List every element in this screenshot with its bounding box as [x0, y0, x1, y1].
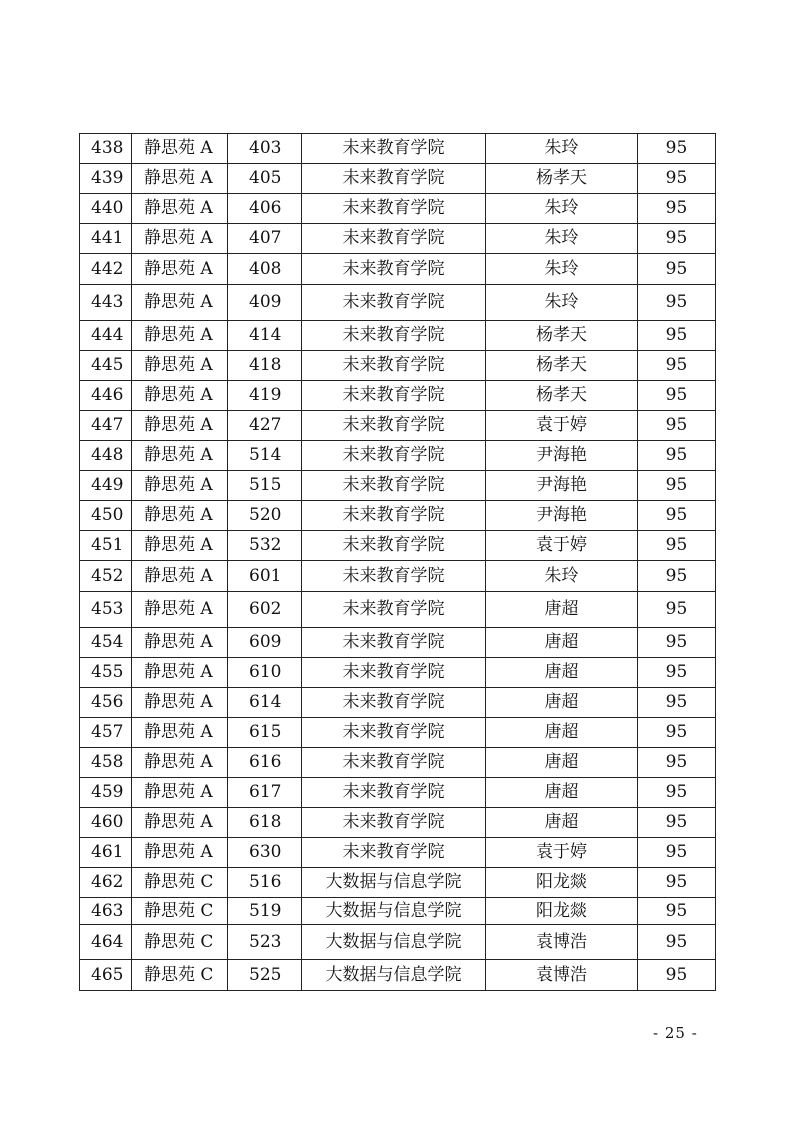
row-number-cell: 448: [80, 441, 132, 471]
row-number-cell: 459: [80, 778, 132, 808]
table-row: [80, 808, 716, 838]
college-cell: 未来教育学院: [302, 628, 486, 658]
person-name-cell: 杨孝天: [486, 381, 638, 411]
table-row: [80, 838, 716, 868]
person-name-cell: 唐超: [486, 778, 638, 808]
score-cell: 95: [638, 441, 716, 471]
college-cell: 大数据与信息学院: [302, 868, 486, 898]
person-name-cell: 朱玲: [486, 561, 638, 592]
room-number-cell: 409: [228, 285, 302, 321]
score-cell: 95: [638, 688, 716, 718]
building-cell: 静思苑 C: [132, 868, 228, 898]
table-row: [80, 254, 716, 285]
table-row: [80, 658, 716, 688]
row-number-cell: 452: [80, 561, 132, 592]
building-cell: 静思苑 A: [132, 658, 228, 688]
college-cell: 未来教育学院: [302, 592, 486, 628]
table-row: [80, 531, 716, 561]
college-cell: 大数据与信息学院: [302, 898, 486, 925]
person-name-cell: 唐超: [486, 592, 638, 628]
row-number-cell: 444: [80, 321, 132, 351]
room-number-cell: 615: [228, 718, 302, 748]
row-number-cell: 465: [80, 960, 132, 991]
building-cell: 静思苑 A: [132, 748, 228, 778]
score-cell: 95: [638, 531, 716, 561]
score-cell: 95: [638, 254, 716, 285]
table-row: [80, 164, 716, 194]
person-name-cell: 袁博浩: [486, 925, 638, 960]
room-number-cell: 515: [228, 471, 302, 501]
person-name-cell: 唐超: [486, 688, 638, 718]
row-number-cell: 441: [80, 224, 132, 254]
table-row: [80, 471, 716, 501]
room-number-cell: 418: [228, 351, 302, 381]
room-number-cell: 525: [228, 960, 302, 991]
room-number-cell: 405: [228, 164, 302, 194]
building-cell: 静思苑 A: [132, 471, 228, 501]
building-cell: 静思苑 A: [132, 224, 228, 254]
row-number-cell: 463: [80, 898, 132, 925]
person-name-cell: 阳龙燚: [486, 868, 638, 898]
college-cell: 未来教育学院: [302, 778, 486, 808]
college-cell: 未来教育学院: [302, 501, 486, 531]
score-cell: 95: [638, 748, 716, 778]
room-number-cell: 616: [228, 748, 302, 778]
person-name-cell: 袁于婷: [486, 411, 638, 441]
score-cell: 95: [638, 778, 716, 808]
person-name-cell: 唐超: [486, 808, 638, 838]
row-number-cell: 451: [80, 531, 132, 561]
college-cell: 未来教育学院: [302, 381, 486, 411]
building-cell: 静思苑 A: [132, 254, 228, 285]
row-number-cell: 456: [80, 688, 132, 718]
person-name-cell: 唐超: [486, 628, 638, 658]
room-number-cell: 520: [228, 501, 302, 531]
table-row: [80, 592, 716, 628]
building-cell: 静思苑 A: [132, 531, 228, 561]
score-cell: 95: [638, 868, 716, 898]
table-row: [80, 748, 716, 778]
score-cell: 95: [638, 925, 716, 960]
row-number-cell: 458: [80, 748, 132, 778]
person-name-cell: 唐超: [486, 658, 638, 688]
score-cell: 95: [638, 658, 716, 688]
room-number-cell: 614: [228, 688, 302, 718]
row-number-cell: 464: [80, 925, 132, 960]
score-cell: 95: [638, 164, 716, 194]
college-cell: 未来教育学院: [302, 224, 486, 254]
college-cell: 未来教育学院: [302, 808, 486, 838]
table-row: [80, 688, 716, 718]
row-number-cell: 461: [80, 838, 132, 868]
college-cell: 未来教育学院: [302, 321, 486, 351]
college-cell: 未来教育学院: [302, 561, 486, 592]
table-row: [80, 441, 716, 471]
row-number-cell: 443: [80, 285, 132, 321]
score-cell: 95: [638, 134, 716, 164]
score-cell: 95: [638, 194, 716, 224]
building-cell: 静思苑 A: [132, 592, 228, 628]
building-cell: 静思苑 A: [132, 441, 228, 471]
person-name-cell: 朱玲: [486, 194, 638, 224]
building-cell: 静思苑 A: [132, 381, 228, 411]
room-number-cell: 617: [228, 778, 302, 808]
table-row: [80, 898, 716, 925]
building-cell: 静思苑 A: [132, 285, 228, 321]
building-cell: 静思苑 A: [132, 718, 228, 748]
building-cell: 静思苑 C: [132, 898, 228, 925]
person-name-cell: 杨孝天: [486, 164, 638, 194]
college-cell: 未来教育学院: [302, 718, 486, 748]
score-cell: 95: [638, 898, 716, 925]
table-row: [80, 501, 716, 531]
row-number-cell: 462: [80, 868, 132, 898]
room-number-cell: 406: [228, 194, 302, 224]
table-row: [80, 224, 716, 254]
table-row: [80, 321, 716, 351]
score-cell: 95: [638, 411, 716, 441]
building-cell: 静思苑 A: [132, 838, 228, 868]
score-cell: 95: [638, 285, 716, 321]
row-number-cell: 449: [80, 471, 132, 501]
room-number-cell: 516: [228, 868, 302, 898]
building-cell: 静思苑 A: [132, 778, 228, 808]
college-cell: 大数据与信息学院: [302, 925, 486, 960]
building-cell: 静思苑 A: [132, 134, 228, 164]
college-cell: 未来教育学院: [302, 471, 486, 501]
score-cell: 95: [638, 592, 716, 628]
room-number-cell: 618: [228, 808, 302, 838]
row-number-cell: 439: [80, 164, 132, 194]
score-cell: 95: [638, 501, 716, 531]
building-cell: 静思苑 A: [132, 321, 228, 351]
score-cell: 95: [638, 838, 716, 868]
room-number-cell: 630: [228, 838, 302, 868]
score-cell: 95: [638, 718, 716, 748]
row-number-cell: 457: [80, 718, 132, 748]
room-number-cell: 601: [228, 561, 302, 592]
room-number-cell: 519: [228, 898, 302, 925]
room-number-cell: 408: [228, 254, 302, 285]
score-cell: 95: [638, 381, 716, 411]
row-number-cell: 446: [80, 381, 132, 411]
person-name-cell: 朱玲: [486, 134, 638, 164]
college-cell: 未来教育学院: [302, 441, 486, 471]
table-row: [80, 381, 716, 411]
page-number: - 25 -: [653, 1024, 698, 1042]
table-row: [80, 285, 716, 321]
person-name-cell: 唐超: [486, 718, 638, 748]
college-cell: 未来教育学院: [302, 838, 486, 868]
row-number-cell: 455: [80, 658, 132, 688]
table-body: [80, 134, 716, 991]
room-number-cell: 602: [228, 592, 302, 628]
college-cell: 未来教育学院: [302, 411, 486, 441]
room-number-cell: 523: [228, 925, 302, 960]
table-row: [80, 868, 716, 898]
building-cell: 静思苑 A: [132, 351, 228, 381]
college-cell: 未来教育学院: [302, 688, 486, 718]
building-cell: 静思苑 A: [132, 688, 228, 718]
building-cell: 静思苑 A: [132, 164, 228, 194]
room-number-cell: 514: [228, 441, 302, 471]
college-cell: 未来教育学院: [302, 134, 486, 164]
row-number-cell: 447: [80, 411, 132, 441]
college-cell: 未来教育学院: [302, 285, 486, 321]
person-name-cell: 袁博浩: [486, 960, 638, 991]
person-name-cell: 尹海艳: [486, 501, 638, 531]
row-number-cell: 445: [80, 351, 132, 381]
row-number-cell: 440: [80, 194, 132, 224]
table-row: [80, 561, 716, 592]
room-number-cell: 610: [228, 658, 302, 688]
building-cell: 静思苑 C: [132, 960, 228, 991]
college-cell: 未来教育学院: [302, 164, 486, 194]
row-number-cell: 450: [80, 501, 132, 531]
score-cell: 95: [638, 321, 716, 351]
score-cell: 95: [638, 808, 716, 838]
person-name-cell: 杨孝天: [486, 321, 638, 351]
table-row: [80, 411, 716, 441]
person-name-cell: 阳龙燚: [486, 898, 638, 925]
college-cell: 未来教育学院: [302, 658, 486, 688]
building-cell: 静思苑 A: [132, 628, 228, 658]
table-row: [80, 925, 716, 960]
room-number-cell: 532: [228, 531, 302, 561]
row-number-cell: 453: [80, 592, 132, 628]
building-cell: 静思苑 A: [132, 501, 228, 531]
building-cell: 静思苑 A: [132, 194, 228, 224]
room-number-cell: 609: [228, 628, 302, 658]
dormitory-score-table: [79, 133, 716, 991]
person-name-cell: 袁于婷: [486, 838, 638, 868]
table-row: [80, 960, 716, 991]
building-cell: 静思苑 C: [132, 925, 228, 960]
college-cell: 大数据与信息学院: [302, 960, 486, 991]
person-name-cell: 尹海艳: [486, 441, 638, 471]
college-cell: 未来教育学院: [302, 531, 486, 561]
person-name-cell: 唐超: [486, 748, 638, 778]
person-name-cell: 朱玲: [486, 254, 638, 285]
college-cell: 未来教育学院: [302, 351, 486, 381]
person-name-cell: 朱玲: [486, 224, 638, 254]
person-name-cell: 朱玲: [486, 285, 638, 321]
room-number-cell: 414: [228, 321, 302, 351]
room-number-cell: 407: [228, 224, 302, 254]
score-cell: 95: [638, 351, 716, 381]
college-cell: 未来教育学院: [302, 194, 486, 224]
person-name-cell: 尹海艳: [486, 471, 638, 501]
table-row: [80, 778, 716, 808]
row-number-cell: 438: [80, 134, 132, 164]
room-number-cell: 419: [228, 381, 302, 411]
table-row: [80, 718, 716, 748]
score-cell: 95: [638, 628, 716, 658]
row-number-cell: 460: [80, 808, 132, 838]
college-cell: 未来教育学院: [302, 254, 486, 285]
table-row: [80, 628, 716, 658]
score-cell: 95: [638, 561, 716, 592]
score-cell: 95: [638, 960, 716, 991]
building-cell: 静思苑 A: [132, 411, 228, 441]
room-number-cell: 403: [228, 134, 302, 164]
table-row: [80, 134, 716, 164]
row-number-cell: 454: [80, 628, 132, 658]
score-cell: 95: [638, 224, 716, 254]
row-number-cell: 442: [80, 254, 132, 285]
person-name-cell: 杨孝天: [486, 351, 638, 381]
table-row: [80, 194, 716, 224]
college-cell: 未来教育学院: [302, 748, 486, 778]
score-cell: 95: [638, 471, 716, 501]
room-number-cell: 427: [228, 411, 302, 441]
building-cell: 静思苑 A: [132, 561, 228, 592]
building-cell: 静思苑 A: [132, 808, 228, 838]
table-row: [80, 351, 716, 381]
person-name-cell: 袁于婷: [486, 531, 638, 561]
